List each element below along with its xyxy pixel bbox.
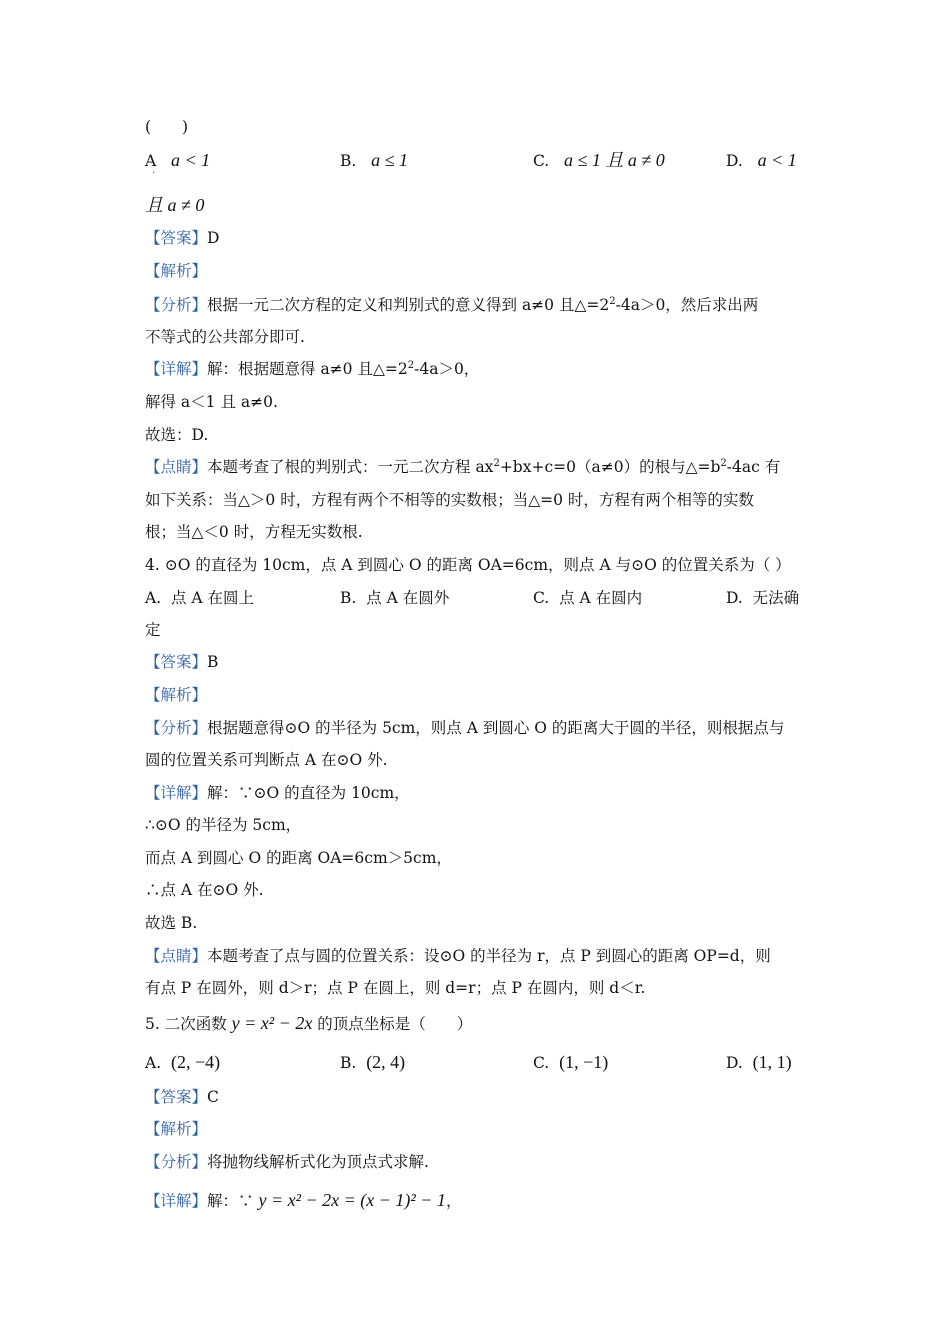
q3-xiangjie-line1: 【详解】解：根据题意得 a≠0 且$\triangle=2^2-4a>0$， <box>145 359 480 378</box>
q3-dot: · <box>152 168 156 179</box>
answer-value: D <box>207 229 220 247</box>
q3-option-c <box>533 150 665 171</box>
q3-dianjing-line1: 【点睛】本题考查了根的判别式：一元二次方程 $ax^2+bx+c=0(a\ne 0)$的根与$\triangle=b^2-4ac$ 有 <box>145 457 781 476</box>
q5-option-c: C. (1, −1) <box>533 1052 609 1072</box>
q5-option-b: B. (2, 4) <box>340 1052 406 1072</box>
q5-vertex-form-expr: y = x² − 2x = (x − 1)² − 1 <box>258 1190 446 1210</box>
q3-jiexi: 【解析】 <box>145 262 208 280</box>
q4-option-d: D. 无法确 <box>726 589 800 607</box>
option-letter: C. <box>533 152 550 170</box>
q3-xiangjie-line2: 解得 a＜1 且 a≠0. <box>145 393 278 411</box>
q4-xiangjie-line2: ∴⊙O 的半径为 5cm， <box>145 816 302 834</box>
q5-xiangjie-line1: 【详解】解：∵ y = x² − 2x = (x − 1)² − 1， <box>145 1190 462 1210</box>
q5-jiexi: 【解析】 <box>145 1120 208 1138</box>
option-letter: B. <box>340 152 357 170</box>
q5-fenxi-line1: 【分析】将抛物线解析式化为顶点式求解. <box>145 1153 429 1171</box>
q4-jiexi: 【解析】 <box>145 686 208 704</box>
q4-option-b: B. 点 A 在圆外 <box>340 589 450 607</box>
q3-fenxi-line2: 不等式的公共部分即可. <box>145 328 305 346</box>
q3-option-d <box>726 150 797 171</box>
q5-option-d: D. (1, 1) <box>726 1052 792 1072</box>
q4-answer: 【答案】B <box>145 653 219 671</box>
option-letter: A <box>145 152 157 170</box>
q4-option-a: A. 点 A 在圆上 <box>145 589 255 607</box>
option-expr: a ≤ 1 且 a ≠ 0 <box>564 150 665 170</box>
q4-xiangjie-line3: 而点 A 到圆心 O 的距离 OA=6cm＞5cm， <box>145 849 452 867</box>
option-letter: D. <box>726 152 743 170</box>
q5-stem: 5. 二次函数 y = x² − 2x 的顶点坐标是（ ） <box>145 1013 473 1033</box>
q3-dianjing-line2: 如下关系：当△＞0 时，方程有两个不相等的实数根；当△=0 时，方程有两个相等的实数 <box>145 491 754 509</box>
q4-xiangjie-line5: 故选 B. <box>145 914 198 932</box>
q4-option-c: C. 点 A 在圆内 <box>533 589 643 607</box>
q4-fenxi-line2: 圆的位置关系可判断点 A 在⊙O 外. <box>145 751 388 769</box>
q3-paren: ( ) <box>145 118 189 136</box>
q3-option-b <box>340 150 408 171</box>
option-expr: a < 1 <box>757 150 797 170</box>
q3-dianjing-line3: 根；当△＜0 时，方程无实数根. <box>145 523 363 541</box>
q4-dianjing-line2: 有点 P 在圆外，则 d＞r；点 P 在圆上，则 d=r；点 P 在圆内，则 d＜r. <box>145 979 646 997</box>
q3-fenxi-line1: 【分析】根据一元二次方程的定义和判别式的意义得到 a≠0 且$\triangle=2^2-4a>0$，然后求出两 <box>145 295 759 314</box>
q3-xiangjie-line3: 故选：D. <box>145 426 209 444</box>
q5-option-a: A. (2, −4) <box>145 1052 221 1072</box>
option-expr: a < 1 <box>170 150 211 170</box>
q4-option-d-cont: 定 <box>145 621 161 639</box>
q4-xiangjie-line4: ∴点 A 在⊙O 外. <box>145 881 264 899</box>
q4-fenxi-line1: 【分析】根据题意得⊙O 的半径为 5cm，则点 A 到圆心 O 的距离大于圆的半径，则根据点与 <box>145 719 785 737</box>
q4-dianjing-line1: 【点睛】本题考查了点与圆的位置关系：设⊙O 的半径为 r，点 P 到圆心的距离 OP=d，则 <box>145 947 771 965</box>
q4-xiangjie-line1: 【详解】解：∵⊙O 的直径为 10cm， <box>145 784 410 802</box>
answer-tag: 【答案】 <box>145 229 208 247</box>
q4-stem: 4. ⊙O 的直径为 10cm，点 A 到圆心 O 的距离 OA=6cm，则点 A 与⊙O 的位置关系为（ ） <box>145 556 791 574</box>
option-expr: a ≤ 1 <box>371 150 408 170</box>
q5-function-expr: y = x² − 2x <box>231 1013 313 1033</box>
q5-answer: 【答案】C <box>145 1088 219 1106</box>
q3-option-d-cont: 且 a ≠ 0 <box>145 195 205 215</box>
q3-answer <box>145 228 219 248</box>
